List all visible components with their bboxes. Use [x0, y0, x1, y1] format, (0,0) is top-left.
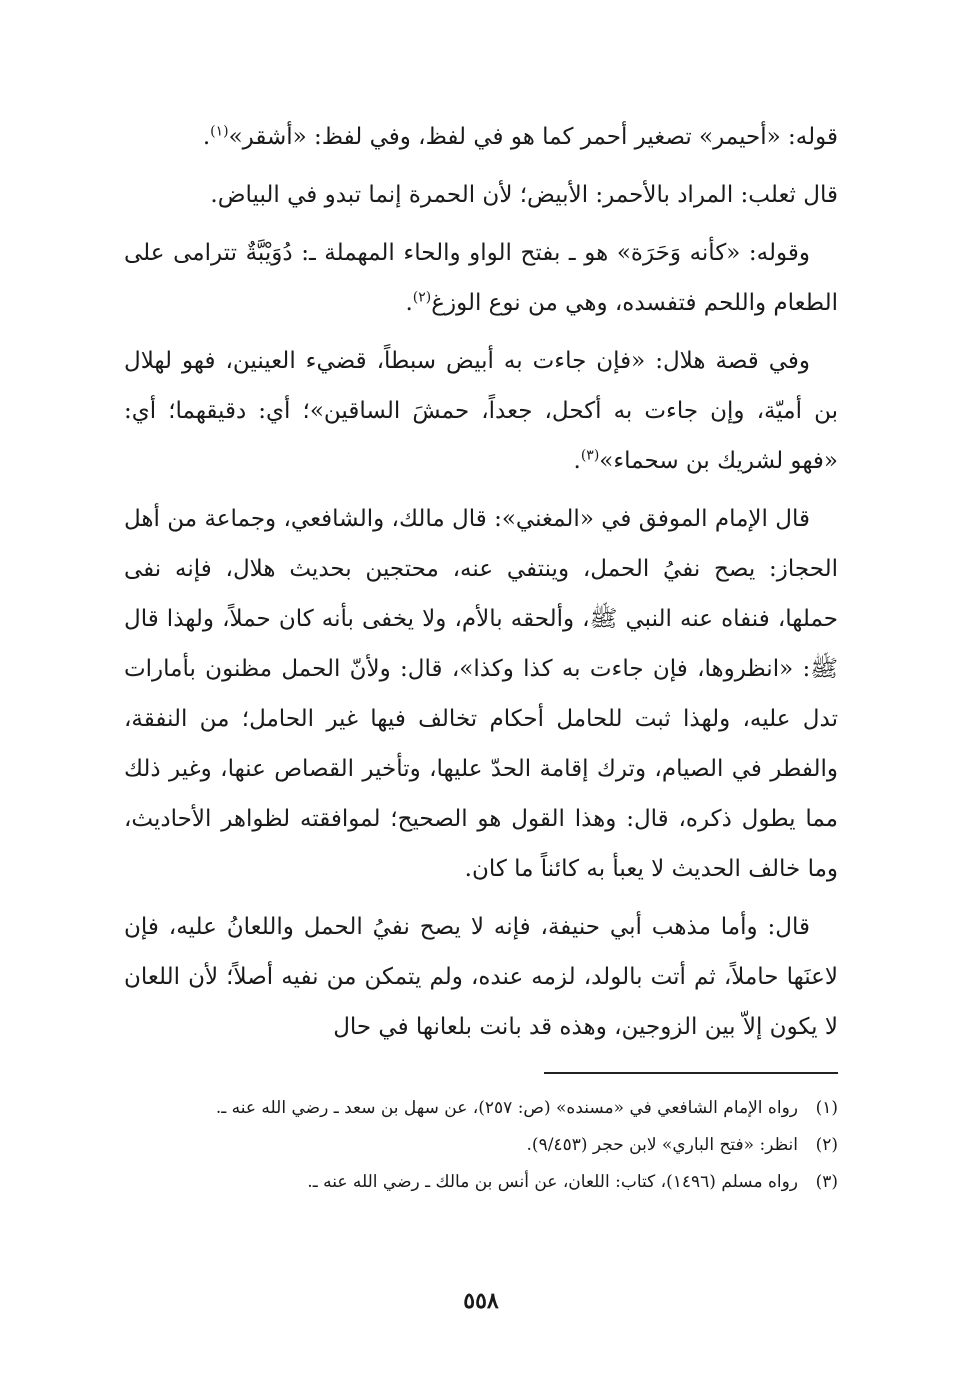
paragraph-6: قال: وأما مذهب أبي حنيفة، فإنه لا يصح نفيُ الحمل واللعانُ عليه، فإن لاعنَها حاملاً، ثم أتت بالولد، لزمه عنده، ولم يتمكن من نفيه أصلاً؛ لأن اللعان لا يكون إلاّ بين الزوجين، وهذه قد بانت بلعانها في حال [124, 914, 838, 1040]
page-number: ٥٥٨ [463, 1288, 499, 1314]
footnote-text: رواه الإمام الشافعي في «مسنده» (ص: ٢٥٧)، عن سهل بن سعد ـ رضي الله عنه ـ. [215, 1098, 798, 1118]
footnote-number: (١) [815, 1098, 838, 1118]
footnotes [124, 1090, 838, 1201]
footnote-ref-1: (١) [210, 123, 229, 140]
footnote-1 [124, 1090, 838, 1127]
footnote-text: انظر: «فتح الباري» لابن حجر (٩/٤٥٣). [526, 1135, 798, 1155]
footnote-2 [124, 1127, 838, 1164]
footnote-number: (٣) [815, 1172, 838, 1192]
paragraph-3: وقوله: «كأنه وَحَرَة» هو ـ بفتح الواو والحاء المهملة ـ: دُوَيْبَّةٌ تترامى على الطعام واللحم فتفسده، وهي من نوع الوزغ$^{(٢)}$. [124, 240, 838, 316]
footnote-text: رواه مسلم (١٤٩٦)، كتاب: اللعان، عن أنس بن مالك ـ رضي الله عنه ـ. [307, 1172, 798, 1192]
footnote-number: (٢) [815, 1135, 838, 1155]
paragraph-5: قال الإمام الموفق في «المغني»: قال مالك، والشافعي، وجماعة من أهل الحجاز: يصح نفيُ الحمل، وينتفي عنه، محتجين بحديث هلال، فإنه نفى حملها، فنفاه عنه النبي ﷺ، وألحقه بالأم، ولا يخفى بأنه كان حملاً، ولهذا قال ﷺ: «انظروها، فإن جاءت به كذا وكذا»، قال: ولأنّ الحمل مظنون بأمارات تدل عليه، ولهذا ثبت للحامل أحكام تخالف فيها غير الحامل؛ من النفقة، والفطر في الصيام، وترك إقامة الحدّ عليها، وتأخير القصاص عنها، وغير ذلك مما يطول ذكره، قال: وهذا القول هو الصحيح؛ لموافقته لظواهر الأحاديث، وما خالف الحديث لا يعبأ به كائناً ما كان. [124, 506, 838, 882]
body-text [124, 112, 838, 1060]
footnote-ref-2: (٢) [412, 289, 432, 306]
paragraph-2: قال ثعلب: المراد بالأحمر: الأبيض؛ لأن الحمرة إنما تبدو في البياض. [210, 182, 838, 208]
footnote-divider [544, 1072, 838, 1074]
paragraph-1: قوله: «أحيمر» تصغير أحمر كما هو في لفظ، وفي لفظ: «أشقر»$^{(١)}$. [202, 123, 838, 150]
footnote-ref-3: (٣) [580, 447, 600, 464]
footnote-3 [124, 1164, 838, 1201]
paragraph-4: وفي قصة هلال: «فإن جاءت به أبيض سبطاً، قضيء العينين، فهو لهلال بن أميّة، وإن جاءت به أكحل، جعداً، حمشَ الساقين»؛ أي: دقيقهما؛ أي: «فهو لشريك بن سحماء»$^{(٣)}$. [124, 348, 838, 474]
